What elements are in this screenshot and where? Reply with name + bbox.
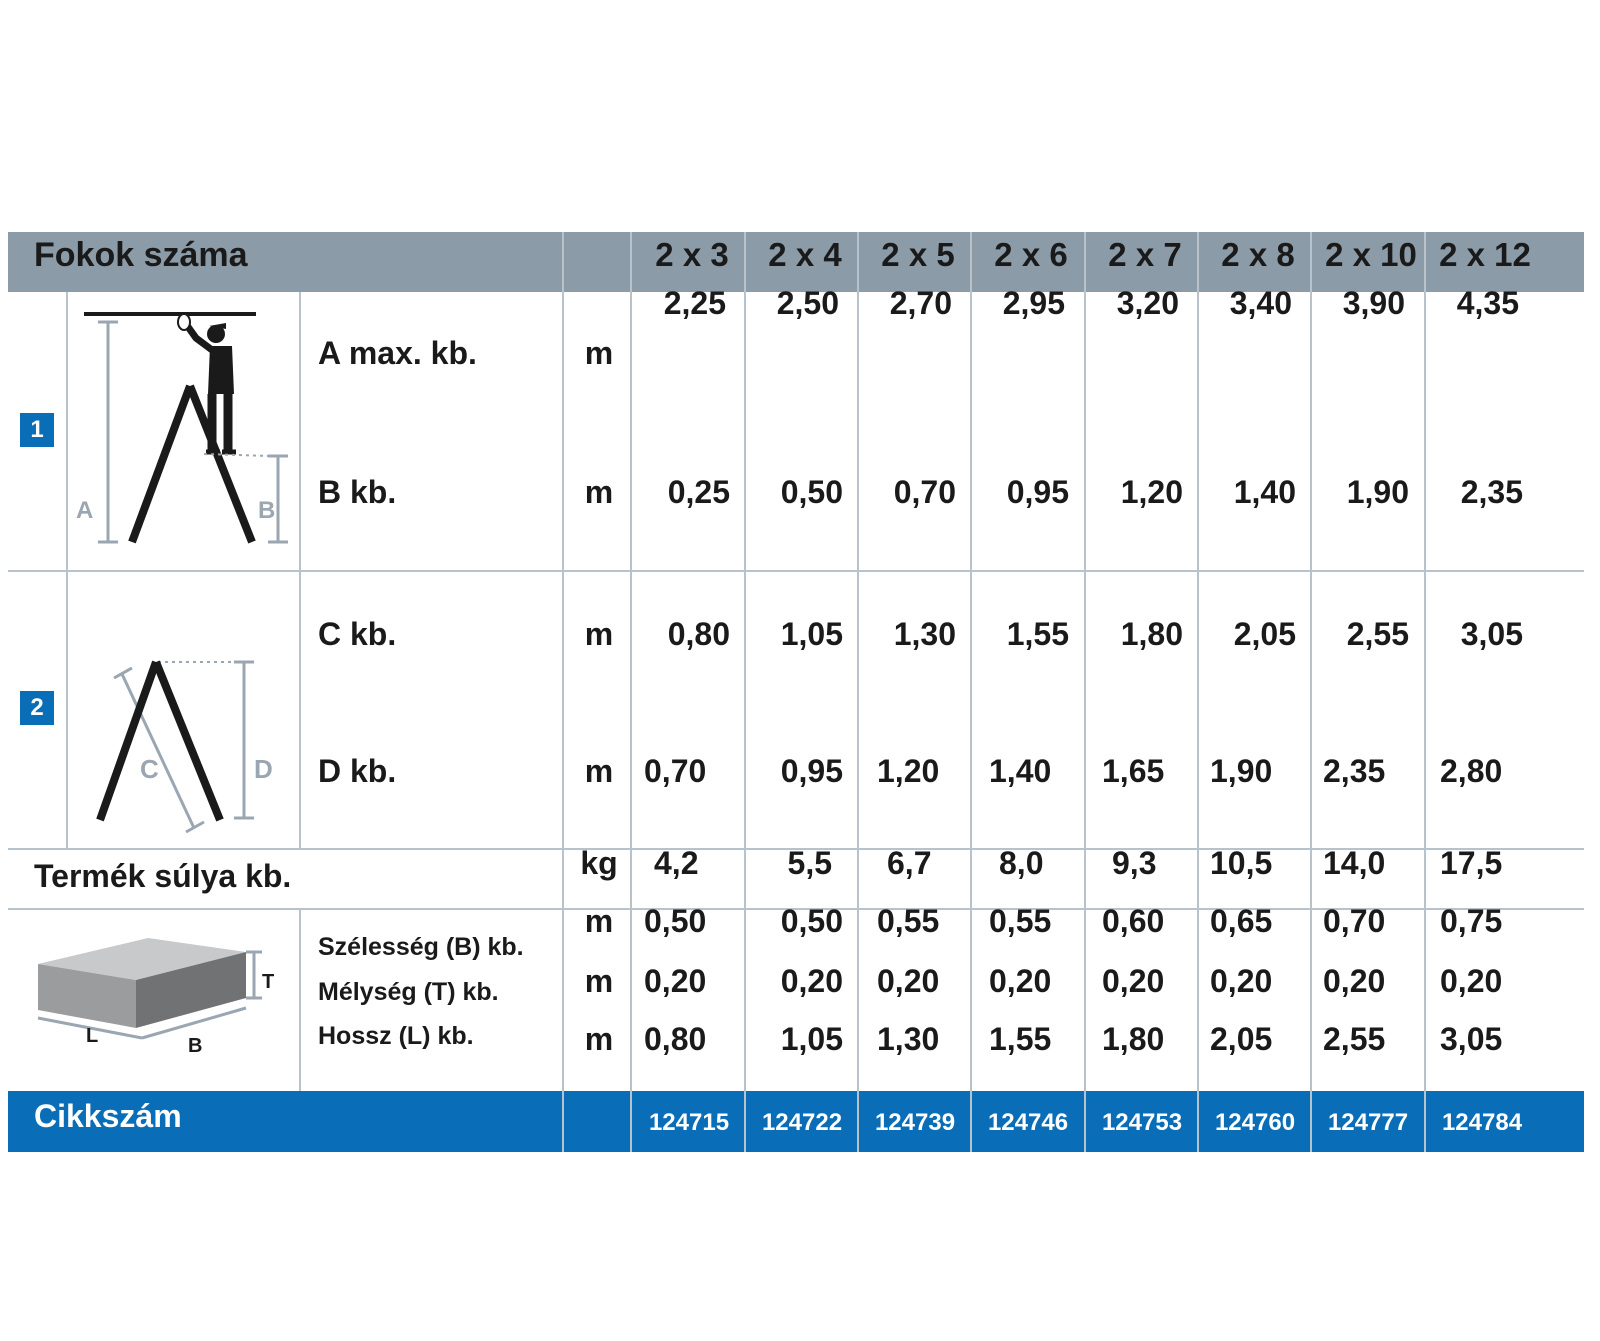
value-cell: 1,40 <box>1233 474 1296 510</box>
vline-package <box>299 910 301 1091</box>
value-cell: 0,25 <box>667 474 730 510</box>
section-badge-2: 2 <box>20 691 54 725</box>
package-value: 0,20 <box>1102 963 1165 999</box>
value-cell: 1,55 <box>1006 616 1069 652</box>
weight-value: 9,3 <box>1112 845 1157 881</box>
value-cell: 1,80 <box>1120 616 1183 652</box>
package-value: 0,20 <box>877 963 940 999</box>
article-code: 124722 <box>761 1109 843 1136</box>
row-label: A max. kb. <box>318 335 477 371</box>
header-col: 2 x 5 <box>881 236 955 273</box>
standing-ladder-diagram <box>70 294 298 568</box>
section-badge-1: 1 <box>20 413 54 447</box>
vline-col-8 <box>1424 232 1426 1152</box>
value-cell: 2,70 <box>889 285 952 321</box>
package-value: 0,65 <box>1210 903 1273 939</box>
value-cell: 2,35 <box>1460 474 1523 510</box>
vline-unit <box>562 232 564 1152</box>
header-col: 2 x 6 <box>994 236 1068 273</box>
value-cell: 1,05 <box>780 616 843 652</box>
weight-label: Termék súlya kb. <box>34 858 292 894</box>
article-label: Cikkszám <box>34 1098 182 1134</box>
package-label: Hossz (L) kb. <box>318 1022 474 1050</box>
folded-ladder-diagram <box>70 572 298 846</box>
value-cell: 1,20 <box>877 753 940 789</box>
row-unit: m <box>584 616 614 652</box>
package-box-diagram <box>24 926 296 1062</box>
row-label: C kb. <box>318 616 397 652</box>
package-value: 1,55 <box>989 1021 1052 1057</box>
vline-col-4 <box>970 232 972 1152</box>
package-label: Mélység (T) kb. <box>318 978 499 1006</box>
package-value: 0,20 <box>1440 963 1503 999</box>
value-cell: 3,90 <box>1342 285 1405 321</box>
header-col: 2 x 10 <box>1325 236 1417 273</box>
package-value: 1,80 <box>1102 1021 1165 1057</box>
value-cell: 2,05 <box>1233 616 1296 652</box>
vline-diagram <box>299 292 301 848</box>
article-code: 124753 <box>1101 1109 1183 1136</box>
value-cell: 1,90 <box>1346 474 1409 510</box>
package-label: Szélesség (B) kb. <box>318 933 524 961</box>
row-unit: m <box>584 474 614 510</box>
article-code: 124746 <box>987 1109 1069 1136</box>
value-cell: 3,20 <box>1116 285 1179 321</box>
value-cell: 0,80 <box>667 616 730 652</box>
vline-col-3 <box>857 232 859 1152</box>
package-value: 0,20 <box>780 963 843 999</box>
package-unit: m <box>584 1021 614 1057</box>
package-unit: m <box>584 963 614 999</box>
vline-badge <box>66 292 68 848</box>
value-cell: 1,20 <box>1120 474 1183 510</box>
header-col: 2 x 4 <box>768 236 842 273</box>
article-code: 124760 <box>1214 1109 1296 1136</box>
value-cell: 2,35 <box>1323 753 1386 789</box>
package-value: 2,55 <box>1323 1021 1386 1057</box>
value-cell: 0,70 <box>644 753 707 789</box>
value-cell: 2,50 <box>776 285 839 321</box>
row-unit: m <box>584 753 614 789</box>
package-value: 0,50 <box>780 903 843 939</box>
header-col: 2 x 12 <box>1439 236 1531 273</box>
article-code: 124739 <box>874 1109 956 1136</box>
package-value: 0,20 <box>644 963 707 999</box>
header-col: 2 x 8 <box>1221 236 1295 273</box>
weight-value: 14,0 <box>1323 845 1386 881</box>
weight-value: 17,5 <box>1440 845 1503 881</box>
package-value: 0,50 <box>644 903 707 939</box>
package-value: 0,70 <box>1323 903 1386 939</box>
article-code: 124777 <box>1327 1109 1409 1136</box>
weight-value: 5,5 <box>787 845 832 881</box>
value-cell: 1,90 <box>1210 753 1273 789</box>
row-label: D kb. <box>318 753 397 789</box>
package-value: 0,80 <box>644 1021 707 1057</box>
row-label: B kb. <box>318 474 397 510</box>
diagram-label-t: T <box>262 971 275 993</box>
package-value: 0,20 <box>989 963 1052 999</box>
diagram-label-c: C <box>140 754 159 784</box>
package-value: 1,30 <box>877 1021 940 1057</box>
package-unit: m <box>584 903 614 939</box>
package-value: 1,05 <box>780 1021 843 1057</box>
header-col: 2 x 3 <box>655 236 729 273</box>
package-value: 0,75 <box>1440 903 1503 939</box>
diagram-label-a: A <box>76 497 94 524</box>
value-cell: 4,35 <box>1456 285 1519 321</box>
weight-value: 6,7 <box>887 845 932 881</box>
value-cell: 0,70 <box>893 474 956 510</box>
package-value: 0,60 <box>1102 903 1165 939</box>
diagram-label-b: B <box>188 1035 203 1057</box>
value-cell: 1,30 <box>893 616 956 652</box>
vline-col-5 <box>1084 232 1086 1152</box>
package-value: 2,05 <box>1210 1021 1273 1057</box>
header-title: Fokok száma <box>34 236 248 274</box>
vline-col-2 <box>744 232 746 1152</box>
package-value: 0,55 <box>877 903 940 939</box>
vline-col-7 <box>1310 232 1312 1152</box>
value-cell: 0,95 <box>780 753 843 789</box>
value-cell: 3,40 <box>1229 285 1292 321</box>
row-unit: m <box>584 335 614 371</box>
value-cell: 1,65 <box>1102 753 1165 789</box>
weight-value: 10,5 <box>1210 845 1273 881</box>
value-cell: 2,95 <box>1002 285 1065 321</box>
weight-unit: kg <box>580 845 618 881</box>
header-col: 2 x 7 <box>1108 236 1182 273</box>
value-cell: 2,80 <box>1440 753 1503 789</box>
diagram-label-l: L <box>86 1025 99 1047</box>
article-code: 124784 <box>1441 1109 1523 1136</box>
weight-value: 8,0 <box>999 845 1044 881</box>
value-cell: 3,05 <box>1460 616 1523 652</box>
value-cell: 2,55 <box>1346 616 1409 652</box>
package-value: 0,20 <box>1323 963 1386 999</box>
package-value: 0,55 <box>989 903 1052 939</box>
article-code: 124715 <box>648 1109 730 1136</box>
weight-value: 4,2 <box>654 845 699 881</box>
package-value: 0,20 <box>1210 963 1273 999</box>
vline-col-6 <box>1197 232 1199 1152</box>
diagram-label-b: B <box>258 497 276 524</box>
value-cell: 2,25 <box>663 285 726 321</box>
value-cell: 0,95 <box>1006 474 1069 510</box>
diagram-label-d: D <box>254 754 273 784</box>
package-value: 3,05 <box>1440 1021 1503 1057</box>
value-cell: 0,50 <box>780 474 843 510</box>
value-cell: 1,40 <box>989 753 1052 789</box>
